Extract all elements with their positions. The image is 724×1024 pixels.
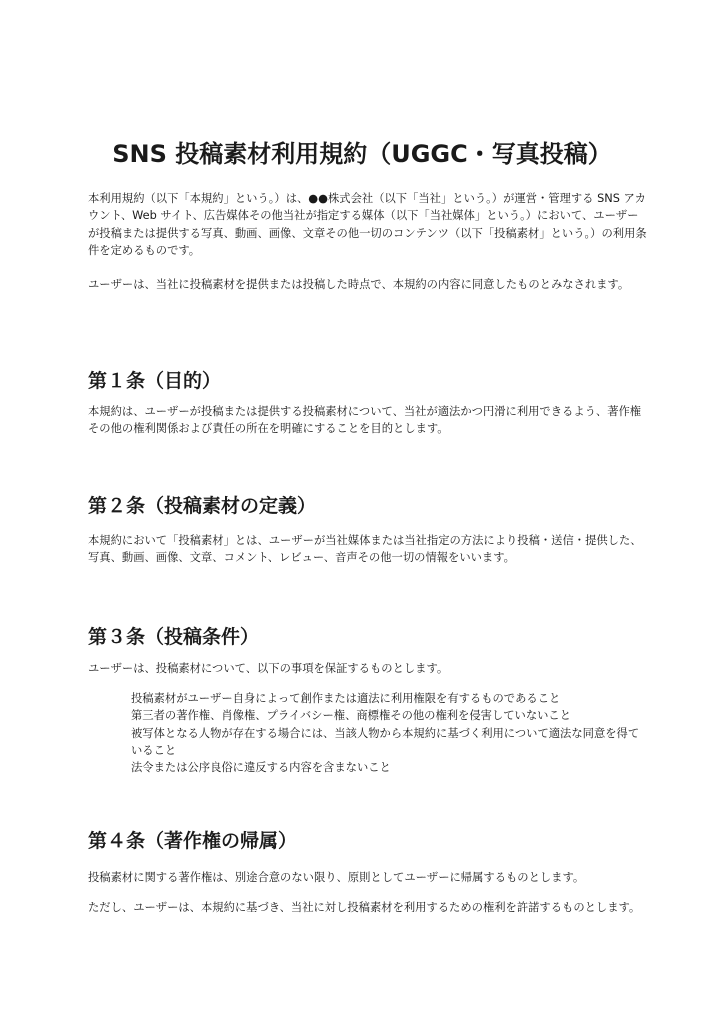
list-item: 投稿素材がユーザー自身によって創作または適法に利用権限を有するものであること: [131, 692, 561, 705]
article-3-list: [131, 690, 641, 776]
article-4-paragraph-1: 投稿素材に関する著作権は、別途合意のない限り、原則としてユーザーに帰属するものとします。: [88, 871, 585, 884]
article-2-heading: 第２条（投稿素材の定義）: [88, 495, 317, 517]
document-title: SNS 投稿素材利用規約（UGGC・写真投稿）: [112, 140, 612, 169]
list-item: 第三者の著作権、肖像権、プライバシー権、商標権その他の権利を侵害していないこと: [131, 709, 572, 723]
article-1-paragraph: 本規約は、ユーザーが投稿または提供する投稿素材について、当社が適法かつ円滑に利用できるよう、著作権その他の権利関係および責任の所在を明確にすることを目的とします。: [88, 405, 642, 436]
intro-paragraph-1: 本利用規約（以下「本規約」という。）は、●●株式会社（以下「当社」という。）が運営・管理する SNS アカウント、Web サイト、広告媒体その他当社が指定する媒体（以下「当社媒体」という。）において、ユーザーが投稿または提供する写真、動画、画像、文章その他一切のコンテンツ（以下「投稿素材」という。）の利用条件を定めるものです。: [88, 192, 647, 257]
article-1-heading: 第１条（目的）: [88, 370, 222, 392]
intro-paragraph-2: ユーザーは、当社に投稿素材を提供または投稿した時点で、本規約の内容に同意したものとみなされます。: [88, 278, 630, 291]
article-3-paragraph: ユーザーは、投稿素材について、以下の事項を保証するものとします。: [88, 662, 449, 675]
article-2-paragraph: 本規約において「投稿素材」とは、ユーザーが当社媒体または当社指定の方法により投稿・送信・提供した、写真、動画、画像、文章、コメント、レビュー、音声その他一切の情報をいいます。: [88, 534, 642, 565]
list-item: 法令または公序良俗に違反する内容を含まないこと: [131, 761, 391, 775]
article-4-heading: 第４条（著作権の帰属）: [88, 830, 298, 852]
article-3-heading: 第３条（投稿条件）: [88, 626, 260, 648]
list-item: 被写体となる人物が存在する場合には、当該人物から本規約に基づく利用について適法な同意を得ていること: [131, 726, 640, 757]
article-4-paragraph-2: ただし、ユーザーは、本規約に基づき、当社に対し投稿素材を利用するための権利を許諾するものとします。: [88, 901, 641, 914]
